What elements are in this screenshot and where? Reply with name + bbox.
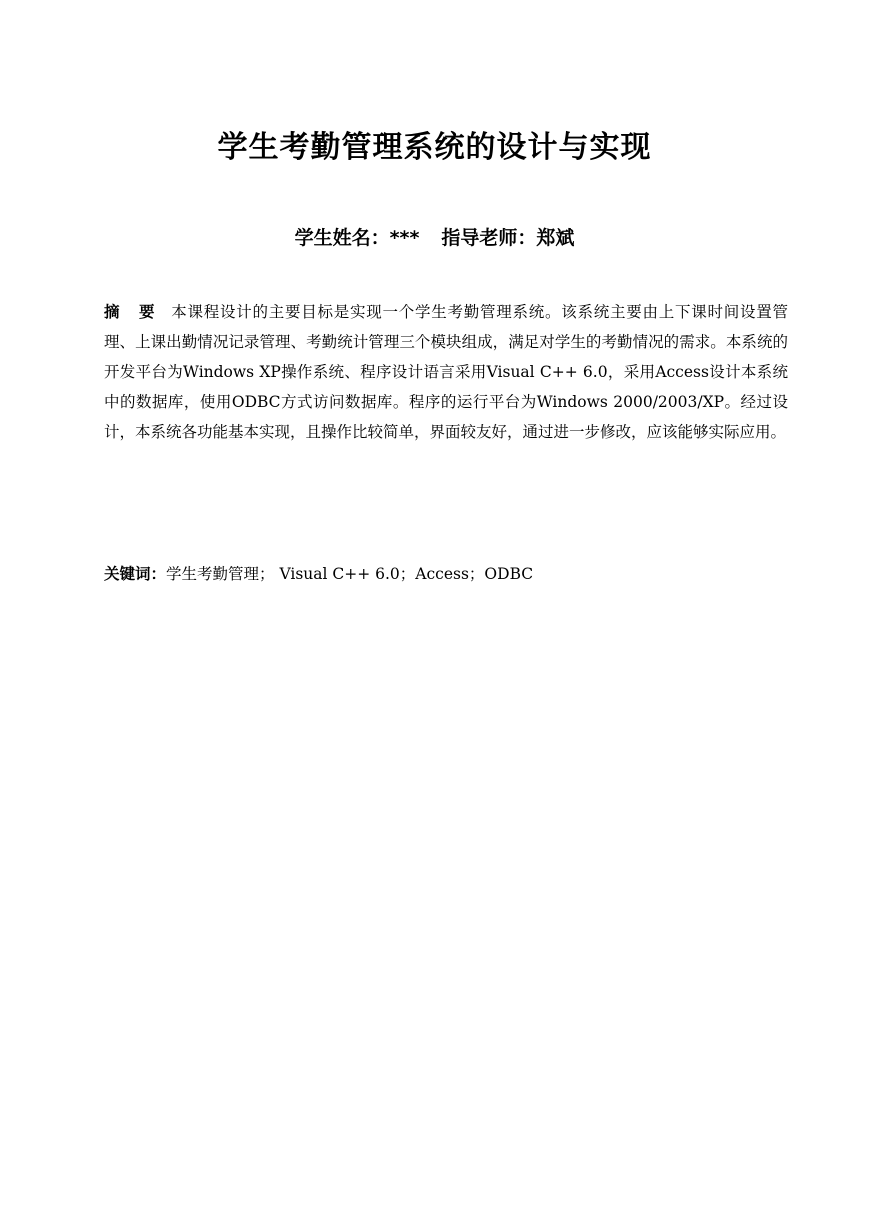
abstract-label: 摘 要 [104, 303, 156, 321]
paper-title: 学生考勤管理系统的设计与实现 [217, 130, 652, 165]
abstract-text: 本课程设计的主要目标是实现一个学生考勤管理系统。该系统主要由上下课时间设置管理、上课出勤情况记录管理、考勤统计管理三个模块组成，满足对学生的考勤情况的需求。本系统的开发平台为Windows XP操作系统、程序设计语言采用Visual C++ 6.0，采用Access设计本系统中的数据库，使用ODBC方式访问数据库。程序的运行平台为Windows 2000/2003/XP。经过设计，本系统各功能基本实现，且操作比较简单，界面较友好，通过进一步修改，应该能够实际应用。 [104, 303, 788, 441]
author-line [0, 224, 869, 252]
abstract-paragraph [104, 297, 788, 447]
student-name: 学生姓名：*** [294, 227, 420, 249]
keywords-line [104, 559, 788, 589]
keywords-label: 关键词： [104, 565, 167, 583]
advisor-name: 指导老师：郑斌 [441, 227, 575, 249]
keywords-text: 学生考勤管理； Visual C++ 6.0；Access；ODBC [166, 565, 534, 583]
